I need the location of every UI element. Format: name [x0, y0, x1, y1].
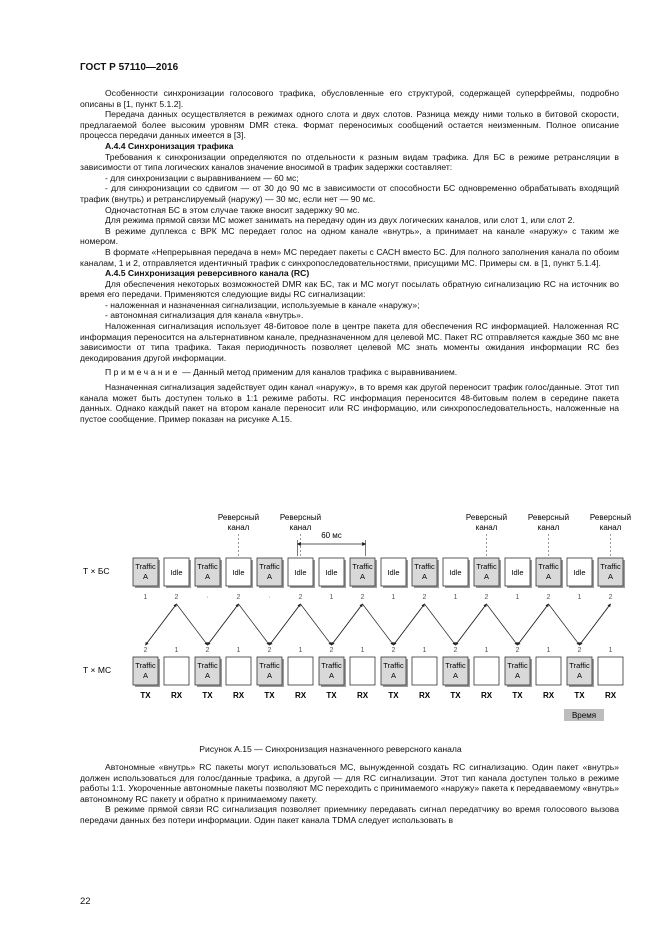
- bs-traffic-sub: A: [421, 572, 428, 581]
- note-text: — Данный метод применим для каналов трафика с выравниванием.: [179, 367, 458, 378]
- bs-slot-number: 2: [608, 594, 613, 601]
- paragraph: - наложенная и назначенная сигнализации, используемые в канале «наружу»;: [105, 299, 420, 310]
- ms-row-label: Т × МС: [83, 665, 112, 675]
- paragraph: В формате «Непрерывная передача в нем» МС передает пакеты с САСН вместо БС. Для полного заполнения канала по обоим каналам, 1 и 2, отправляется идентичный трафик с синхропоследовательностями, присущими МС. Примеры см. в [1, пункт 5.1.4].: [80, 246, 619, 268]
- txrx-label: TX: [140, 691, 151, 700]
- bs-traffic-sub: A: [359, 572, 366, 581]
- rc-label: Реверсный: [465, 513, 508, 522]
- bs-traffic-label: Traffic: [600, 562, 621, 571]
- bs-slot-number: 1: [453, 594, 458, 601]
- body-text-top: [80, 88, 619, 424]
- bs-slot-number: 1: [143, 594, 148, 601]
- bs-idle-label: Idle: [573, 568, 586, 577]
- sync-arrow: [146, 604, 177, 645]
- bs-traffic-label: Traffic: [538, 562, 559, 571]
- txrx-label: TX: [512, 691, 523, 700]
- ms-slot-number: 1: [608, 647, 613, 654]
- ms-traffic-label: Traffic: [383, 661, 404, 670]
- ms-empty-slot: [226, 657, 251, 685]
- bs-slot-number: 2: [484, 594, 489, 601]
- section-heading: А.4.4 Синхронизация трафика: [105, 140, 234, 151]
- body-text-bottom: [80, 762, 619, 826]
- sync-arrow: [239, 604, 270, 645]
- bs-traffic-sub: A: [142, 572, 149, 581]
- document-header: ГОСТ Р 57110—2016: [80, 62, 179, 73]
- bs-traffic-sub: A: [483, 572, 490, 581]
- sync-arrow: [177, 604, 208, 645]
- txrx-label: RX: [356, 691, 369, 700]
- txrx-label: TX: [326, 691, 337, 700]
- txrx-label: RX: [480, 691, 493, 700]
- ms-empty-slot: [598, 657, 623, 685]
- bs-idle-label: Idle: [325, 568, 338, 577]
- paragraph: - для синхронизации с выравниванием — 60 мс;: [105, 172, 299, 183]
- section-heading: А.4.5 Синхронизация реверсивного канала (RC): [105, 268, 310, 279]
- rc-label: канал: [475, 523, 498, 532]
- note-paragraph: [80, 367, 619, 378]
- bs-traffic-sub: A: [204, 572, 211, 581]
- ms-traffic-label: Traffic: [507, 661, 528, 670]
- ms-traffic-sub: A: [142, 671, 149, 680]
- txrx-label: RX: [294, 691, 307, 700]
- rc-label: Реверсный: [527, 513, 570, 522]
- rc-label: канал: [289, 523, 312, 532]
- bs-traffic-sub: A: [545, 572, 552, 581]
- txrx-label: TX: [388, 691, 399, 700]
- paragraph: - автономная сигнализация для канала «внутрь».: [105, 310, 304, 321]
- bs-traffic-sub: A: [266, 572, 273, 581]
- txrx-label: TX: [450, 691, 461, 700]
- paragraph: Для обеспечения некоторых возможностей DMR как БС, так и МС могут посылать обратную сигнализацию RC на источник во время его передачи. Применяются следующие виды RC сигнализации:: [80, 278, 619, 300]
- bs-idle-label: Idle: [387, 568, 400, 577]
- txrx-label: TX: [202, 691, 213, 700]
- ms-traffic-sub: A: [576, 671, 583, 680]
- txrx-label: RX: [604, 691, 617, 700]
- ms-slot-number: 2: [205, 647, 210, 654]
- paragraph: В режиме прямой связи RC сигнализация позволяет приемнику передавать сигнал передатчику во время голосового вызова передачи данных без потери информации. Один пакет канала TDMA следует использовать в: [80, 804, 619, 825]
- bs-slot-number: 2: [298, 594, 303, 601]
- rc-label: Реверсный: [589, 513, 632, 522]
- ms-empty-slot: [474, 657, 499, 685]
- ms-traffic-sub: A: [204, 671, 211, 680]
- txrx-label: RX: [542, 691, 555, 700]
- bs-traffic-label: Traffic: [259, 562, 280, 571]
- ms-slot-number: 1: [360, 647, 365, 654]
- bs-row-label: Т × БС: [83, 566, 110, 576]
- sync-arrow: [580, 604, 611, 645]
- sync-arrow: [270, 604, 301, 645]
- ms-traffic-sub: A: [452, 671, 459, 680]
- rc-label: канал: [227, 523, 250, 532]
- bs-slot-number: ·: [268, 594, 271, 601]
- bs-slot-number: 1: [329, 594, 334, 601]
- figure-a15-diagram: [78, 508, 632, 723]
- sync-arrow: [301, 604, 332, 645]
- sync-arrow: [332, 604, 363, 645]
- ms-traffic-label: Traffic: [321, 661, 342, 670]
- sync-arrow: [208, 604, 239, 645]
- txrx-label: RX: [418, 691, 431, 700]
- sync-arrow: [518, 604, 549, 645]
- bs-idle-label: Idle: [449, 568, 462, 577]
- ms-empty-slot: [164, 657, 189, 685]
- bs-slot-number: 2: [174, 594, 179, 601]
- ms-empty-slot: [412, 657, 437, 685]
- paragraph: Наложенная сигнализация использует 48-битовое поле в центре пакета для обеспечения RC информацией. Наложенная RC информация переносится на альтернативном канале, предназначенном для целевой МС. Пакет RC отправляется каждые 360 мс вне зависимости от типа трафика. Такая периодичность позволяет целевой МС знать моменты ожидания информации RC без декодирования другой информации.: [80, 321, 619, 363]
- ms-traffic-label: Traffic: [569, 661, 590, 670]
- paragraph: Одночастотная БС в этом случае также вносит задержку 90 мс.: [105, 204, 360, 215]
- sync-arrow: [456, 604, 487, 645]
- bs-traffic-label: Traffic: [197, 562, 218, 571]
- bs-slot-number: 1: [577, 594, 582, 601]
- paragraph: Автономные «внутрь» RC пакеты могут использоваться МС, вынужденной создать RC сигнализацию. Один пакет «внутрь» должен использоваться для голос/данные трафика, а другой — для RC сигнализации. Этот тип канала доступен только в режиме работы 1:1. Укороченные автономные пакеты позволяют МС переходить с принимаемого «наружу» пакета к передаваемому «внутрь» автономному RC пакету и обратно к принимаемому пакету.: [80, 762, 619, 804]
- ms-slot-number: 1: [236, 647, 241, 654]
- ms-traffic-label: Traffic: [445, 661, 466, 670]
- time-label: Время: [571, 711, 597, 720]
- bs-traffic-label: Traffic: [414, 562, 435, 571]
- bs-slot-number: 2: [546, 594, 551, 601]
- ms-traffic-label: Traffic: [197, 661, 218, 670]
- sync-arrow: [425, 604, 456, 645]
- ms-slot-number: 1: [484, 647, 489, 654]
- sync-arrow: [487, 604, 518, 645]
- paragraph: В режиме дуплекса с ВРК МС передает голос на одном канале «внутрь», а принимает на канале «наружу» с таким же номером.: [80, 225, 619, 247]
- txrx-label: RX: [170, 691, 183, 700]
- bs-idle-label: Idle: [170, 568, 183, 577]
- rc-label: канал: [599, 523, 622, 532]
- ms-slot-number: 2: [143, 647, 148, 654]
- paragraph: Требования к синхронизации определяются по отдельности к разным видам трафика. Для БС в режиме ретрансляции в зависимости от типа логических каналов значение вносимой в трафик задержки составляет:: [80, 151, 619, 173]
- paragraph: Особенности синхронизации голосового трафика, обусловленные его структурой, содержащей суперфреймы, подробно описаны в [1, пункт 5.1.2].: [80, 88, 619, 109]
- ms-slot-number: 1: [298, 647, 303, 654]
- ms-slot-number: 2: [391, 647, 396, 654]
- bs-idle-label: Idle: [511, 568, 524, 577]
- bs-traffic-label: Traffic: [135, 562, 156, 571]
- ms-slot-number: 1: [422, 647, 427, 654]
- ms-empty-slot: [288, 657, 313, 685]
- ms-traffic-sub: A: [514, 671, 521, 680]
- sync-arrow: [363, 604, 394, 645]
- bs-idle-label: Idle: [232, 568, 245, 577]
- paragraph: Для режима прямой связи МС может занимать на передачу один из двух логических каналов, или слот 1, или слот 2.: [105, 215, 575, 226]
- bs-slot-number: 1: [515, 594, 520, 601]
- sync-arrow: [549, 604, 580, 645]
- interval-label: 60 мс: [321, 531, 342, 540]
- ms-traffic-label: Traffic: [135, 661, 156, 670]
- bs-traffic-label: Traffic: [352, 562, 373, 571]
- rc-label: канал: [537, 523, 560, 532]
- sync-arrow: [394, 604, 425, 645]
- note-label: Примечание: [105, 367, 180, 378]
- txrx-label: RX: [232, 691, 245, 700]
- ms-traffic-sub: A: [266, 671, 273, 680]
- txrx-label: TX: [574, 691, 585, 700]
- paragraph: Передача данных осуществляется в режимах одного слота и двух слотов. Разница между ними только в битовой скорости, предлагаемой более высоким уровням DMR стека. Формат переносимых сообщений остается неизменным. Полное описание процесса передачи данных имеется в [3].: [80, 109, 619, 141]
- bs-slot-number: 1: [391, 594, 396, 601]
- bs-idle-label: Idle: [294, 568, 307, 577]
- paragraph: Назначенная сигнализация задействует один канал «наружу», в то время как другой переносит трафик голос/данные. Этот тип канала может быть доступен только в 1:1 режиме работы. RC информация переносится 48-битовым полем в середине пакета данных. Однако каждый пакет на втором канале переносит или RC информацию, или синхропоследовательность, наложенные на пустое сообщение. Пример показан на рисунке А.15.: [80, 382, 619, 424]
- bs-traffic-sub: A: [607, 572, 614, 581]
- bs-traffic-label: Traffic: [476, 562, 497, 571]
- ms-traffic-label: Traffic: [259, 661, 280, 670]
- ms-traffic-sub: A: [390, 671, 397, 680]
- figure-caption: Рисунок А.15 — Синхронизация назначенного реверсного канала: [199, 744, 462, 754]
- txrx-label: TX: [264, 691, 275, 700]
- bs-slot-number: ·: [206, 594, 209, 601]
- page-number: 22: [80, 896, 91, 907]
- paragraph: - для синхронизации со сдвигом — от 30 до 90 мс в зависимости от способности БС одновременно обрабатывать входящий трафик (внутрь) и ретранслируемый (наружу) — 30 мс, если нет — 90 мс.: [80, 183, 619, 204]
- ms-slot-number: 2: [577, 647, 582, 654]
- bs-slot-number: 2: [236, 594, 241, 601]
- bs-slot-number: 2: [360, 594, 365, 601]
- ms-slot-number: 2: [267, 647, 272, 654]
- rc-label: Реверсный: [279, 513, 322, 522]
- ms-slot-number: 1: [546, 647, 551, 654]
- ms-empty-slot: [350, 657, 375, 685]
- ms-slot-number: 2: [453, 647, 458, 654]
- rc-label: Реверсный: [217, 513, 260, 522]
- ms-slot-number: 1: [174, 647, 179, 654]
- ms-slot-number: 2: [515, 647, 520, 654]
- ms-traffic-sub: A: [328, 671, 335, 680]
- bs-slot-number: 2: [422, 594, 427, 601]
- ms-empty-slot: [536, 657, 561, 685]
- ms-slot-number: 2: [329, 647, 334, 654]
